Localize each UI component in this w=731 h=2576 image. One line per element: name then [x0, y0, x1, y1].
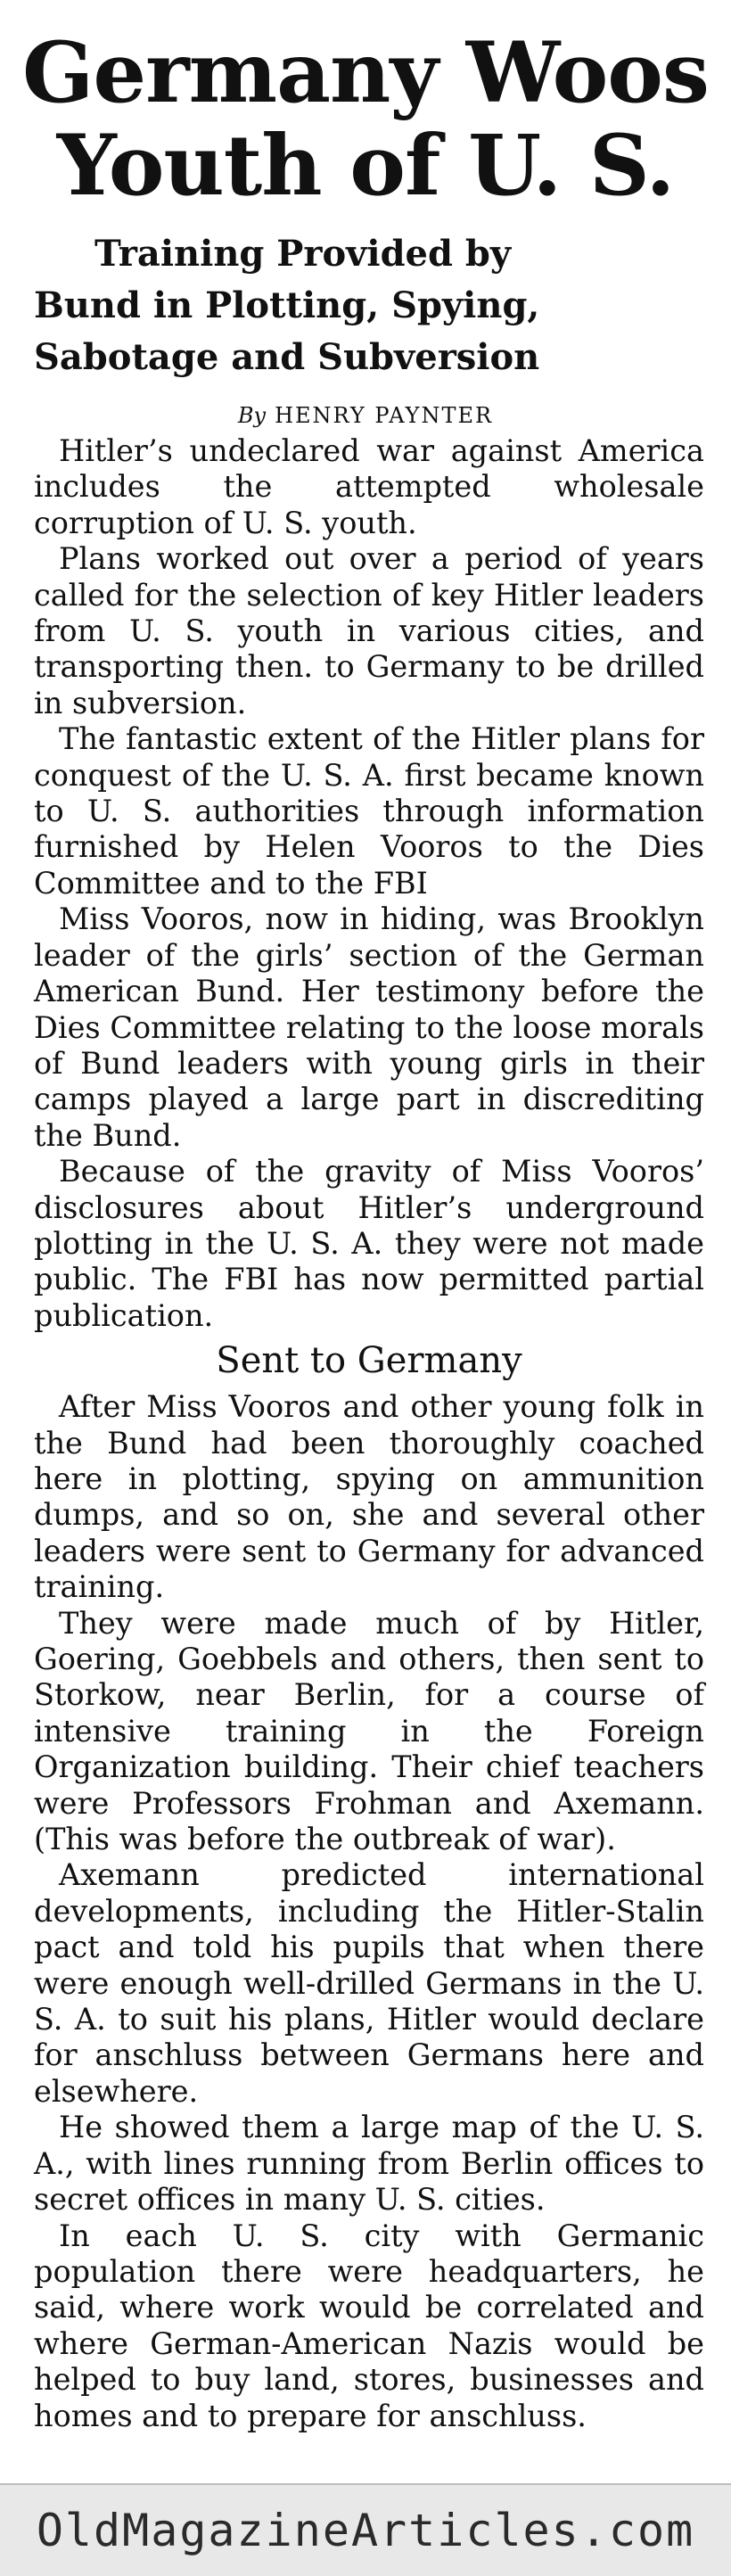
paragraph: After Miss Vooros and other young folk in the Bund had been thoroughly coached here in plotting, spying on ammunition dumps, and so on, she and several other leaders were sent to Germany for advanced training.	[34, 1389, 704, 1605]
paragraph: They were made much of by Hitler, Goering, Goebbels and others, then sent to Storkow, near Berlin, for a course of intensive training in the Foreign Organization building. Their chief teachers were Professors Frohman and Axemann. (This was before the outbreak of war).	[34, 1605, 704, 1857]
watermark-text: OldMagazineArticles.com	[36, 2505, 695, 2556]
byline-author: HENRY PAYNTER	[275, 403, 494, 428]
paragraph: The fantastic extent of the Hitler plans for conquest of the U. S. A. first became known to U. S. authorities through information furnished by Helen Vooros to the Dies Committee and to the FBI	[34, 721, 704, 901]
headline	[0, 24, 731, 215]
paragraph: Hitler’s undeclared war against America includes the attempted wholesale corruption of U. S. youth.	[34, 433, 704, 540]
paragraph: Plans worked out over a period of years called for the selection of key Hitler leaders from U. S. youth in various cities, and transporting then. to Germany to be drilled in subversion.	[34, 541, 704, 720]
paragraph: Because of the gravity of Miss Vooros’ disclosures about Hitler’s underground plotting in the U. S. A. they were not made public. The FBI has now permitted partial publication.	[34, 1154, 704, 1333]
paragraph: In each U. S. city with Germanic population there were headquarters, he said, where work would be correlated and where German-American Nazis would be helped to buy land, stores, businesses and homes and to prepare for anschluss.	[34, 2218, 704, 2433]
byline-prefix: By	[237, 403, 267, 428]
deck	[34, 228, 710, 383]
byline	[0, 403, 731, 428]
paragraph: Miss Vooros, now in hiding, was Brooklyn leader of the girls’ section of the German American Bund. Her testimony before the Dies Committee relating to the loose morals of Bund leaders with young girls in their camps played a large part in discrediting the Bund.	[34, 901, 704, 1153]
deck-line: Bund in Plotting, Spying,	[34, 284, 540, 326]
deck-line: Sabotage and Subversion	[34, 336, 540, 378]
section-subhead: Sent to Germany	[216, 1340, 522, 1382]
headline-line: Youth of U. S.	[56, 117, 675, 215]
watermark-bar	[0, 2483, 731, 2576]
deck-line: Training Provided by	[94, 233, 512, 275]
paragraph: He showed them a large map of the U. S. A., with lines running from Berlin offices to secret offices in many U. S. cities.	[34, 2110, 704, 2218]
article-body	[34, 433, 704, 2434]
paragraph: Axemann predicted international developments, including the Hitler-Stalin pact and told his pupils that when there were enough well-drilled Germans in the U. S. A. to suit his plans, Hitler would declare for anschluss between Germans here and elsewhere.	[34, 1857, 704, 2109]
headline-line: Germany Woos	[22, 24, 709, 122]
